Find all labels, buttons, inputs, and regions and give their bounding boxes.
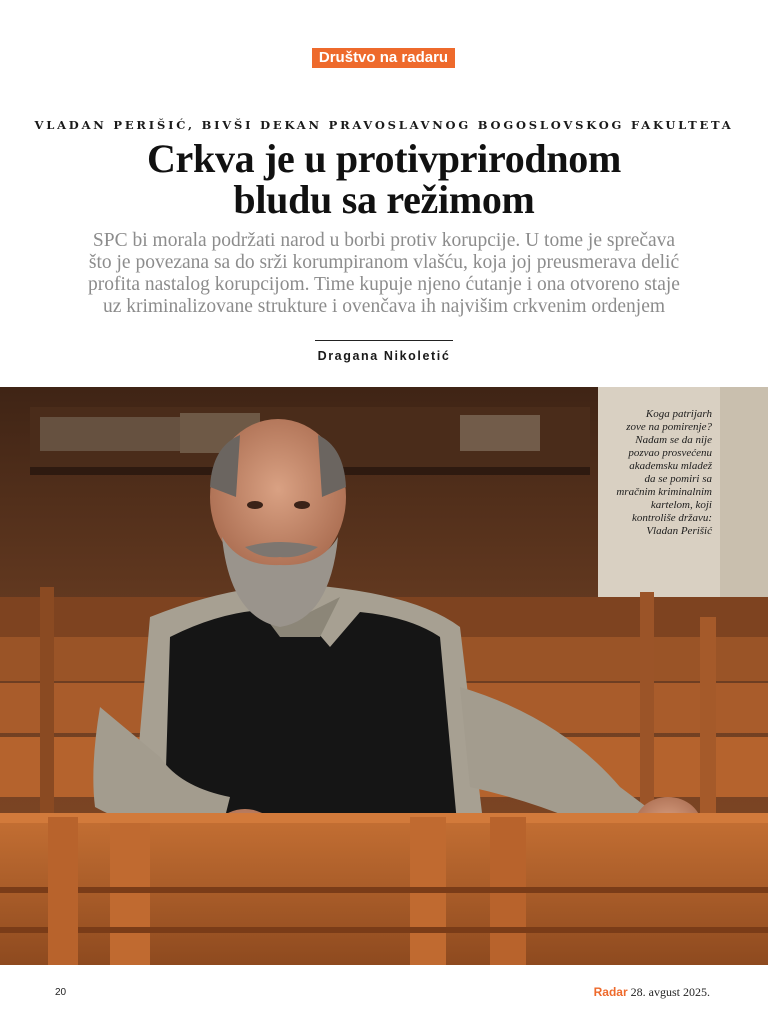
caption-line: zove na pomirenje?	[626, 421, 712, 433]
article-headline	[0, 138, 768, 220]
caption-line: Nadam se da nije	[635, 434, 712, 446]
magazine-brand: Radar	[593, 985, 628, 999]
section-tag: Društvo na radaru	[312, 48, 455, 68]
caption-line: da se pomiri sa	[644, 473, 712, 485]
headline-line: Crkva je u protivprirodnom	[146, 136, 622, 181]
lead-line: uz kriminalizovane strukture i ovenčava ih najvišim crkvenim ordenjem	[102, 296, 666, 317]
article-lead	[40, 230, 728, 318]
lead-line: SPC bi morala podržati narod u borbi protiv korupcije. U tome je sprečava	[92, 230, 676, 251]
caption-line: kartelom, koji	[650, 499, 712, 511]
issue-date: 28. avgust 2025.	[630, 985, 710, 999]
footer-issue	[594, 985, 710, 1000]
lead-line: profita nastalog korupcijom. Time kupuje njeno ćutanje i ona otvoreno staje	[88, 274, 680, 295]
article-kicker: VLADAN PERIŠIĆ, BIVŠI DEKAN PRAVOSLAVNOG BOGOSLOVSKOG FAKULTETA	[34, 118, 734, 132]
caption-line: kontroliše državu:	[632, 512, 712, 524]
caption-line: akademsku mladež	[629, 460, 712, 472]
headline-line: bludu sa režimom	[233, 177, 535, 222]
page-number: 20	[55, 987, 67, 998]
caption-line: Koga patrijarh	[645, 408, 712, 420]
article-byline: Dragana Nikoletić	[317, 349, 451, 363]
caption-line: pozvao prosvećenu	[628, 447, 712, 459]
caption-line: mračnim kriminalnim	[616, 486, 712, 498]
caption-line: Vladan Perišić	[646, 525, 712, 537]
byline-divider	[315, 340, 453, 341]
lead-line: što je povezana sa do srži korumpiranom vlašću, koja joj preusmerava delić	[88, 252, 680, 273]
photo-caption	[552, 408, 712, 538]
